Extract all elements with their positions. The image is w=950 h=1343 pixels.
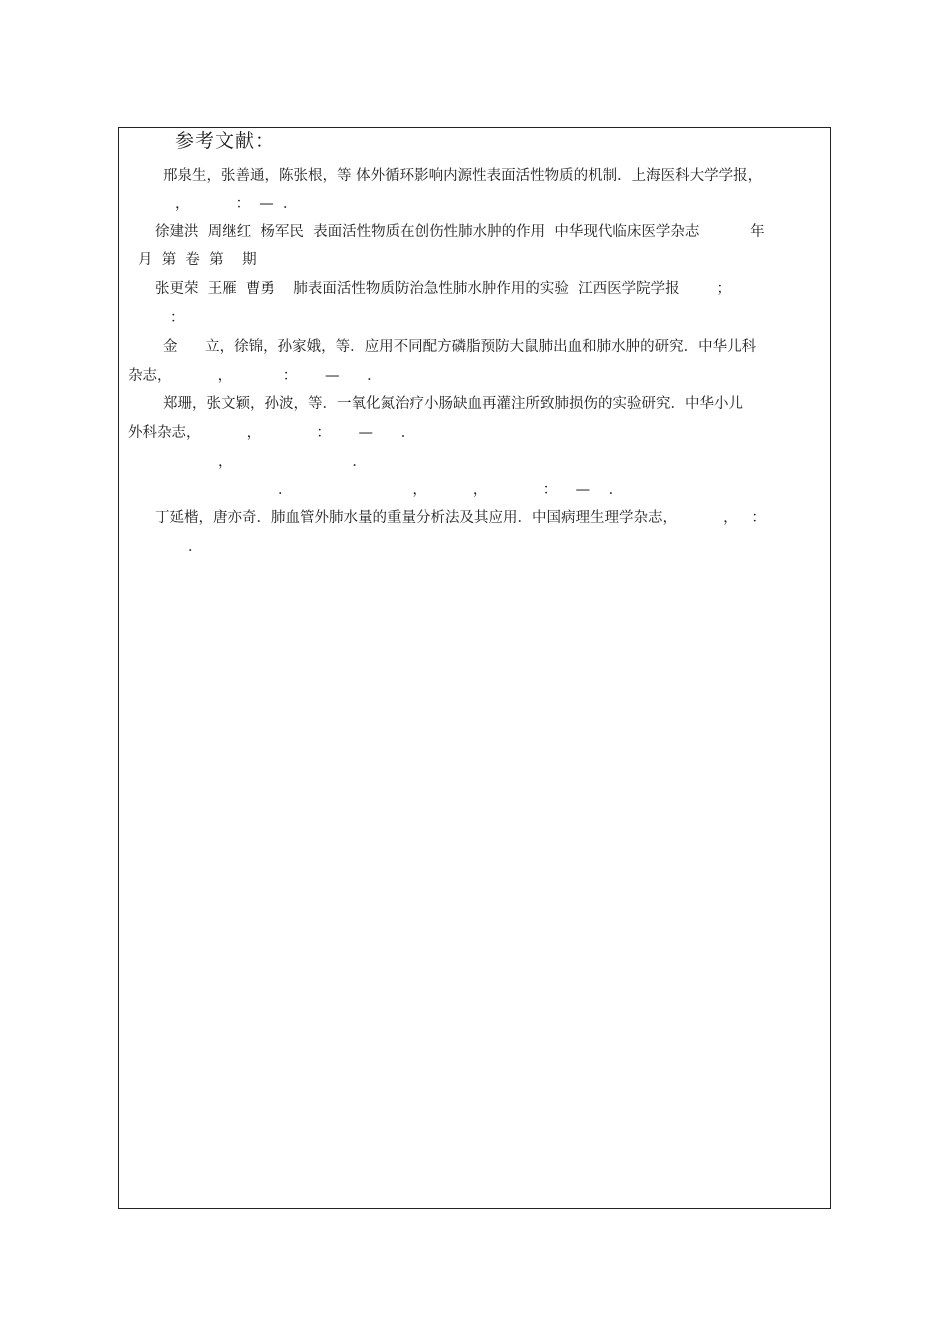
references-heading: 参考文献： [175, 130, 276, 152]
reference-1-line-2: ， ： — ． [175, 196, 298, 212]
reference-2-line-2: 月 第 卷 第 期 [138, 252, 257, 268]
reference-3-line-1: 张更荣 王雁 曹勇 肺表面活性物质防治急性肺水肿作用的实验 江西医学院学报 ； [155, 281, 731, 297]
reference-4-line-1: 金 立，徐锦，孙家娥，等．应用不同配方磷脂预防大鼠肺出血和肺水肿的研究．中华儿科 [163, 339, 757, 355]
reference-3-line-2: ： [170, 310, 185, 326]
reference-6-line-2: ． ， ， ： — ． [278, 482, 624, 498]
reference-5-line-1: 郑珊，张文颖，孙波，等．一氧化氮治疗小肠缺血再灌注所致肺损伤的实验研究．中华小儿 [163, 396, 743, 412]
reference-6-line-1: ， ． [218, 454, 367, 470]
reference-7-line-1: 丁延楷，唐亦奇．肺血管外肺水量的重量分析法及其应用．中国病理生理学杂志， ， ： [155, 510, 766, 526]
reference-4-line-2: 杂志， ， ： — ． [128, 368, 382, 384]
reference-5-line-2: 外科杂志， ， ： — ． [128, 425, 416, 441]
reference-1-line-1: 邢泉生，张善通，陈张根，等 体外循环影响内源性表面活性物质的机制．上海医科大学学报， [163, 168, 763, 184]
reference-7-line-2: ． [188, 539, 203, 555]
reference-2-line-1: 徐建洪 周继红 杨军民 表面活性物质在创伤性肺水肿的作用 中华现代临床医学杂志 年 [155, 224, 765, 240]
